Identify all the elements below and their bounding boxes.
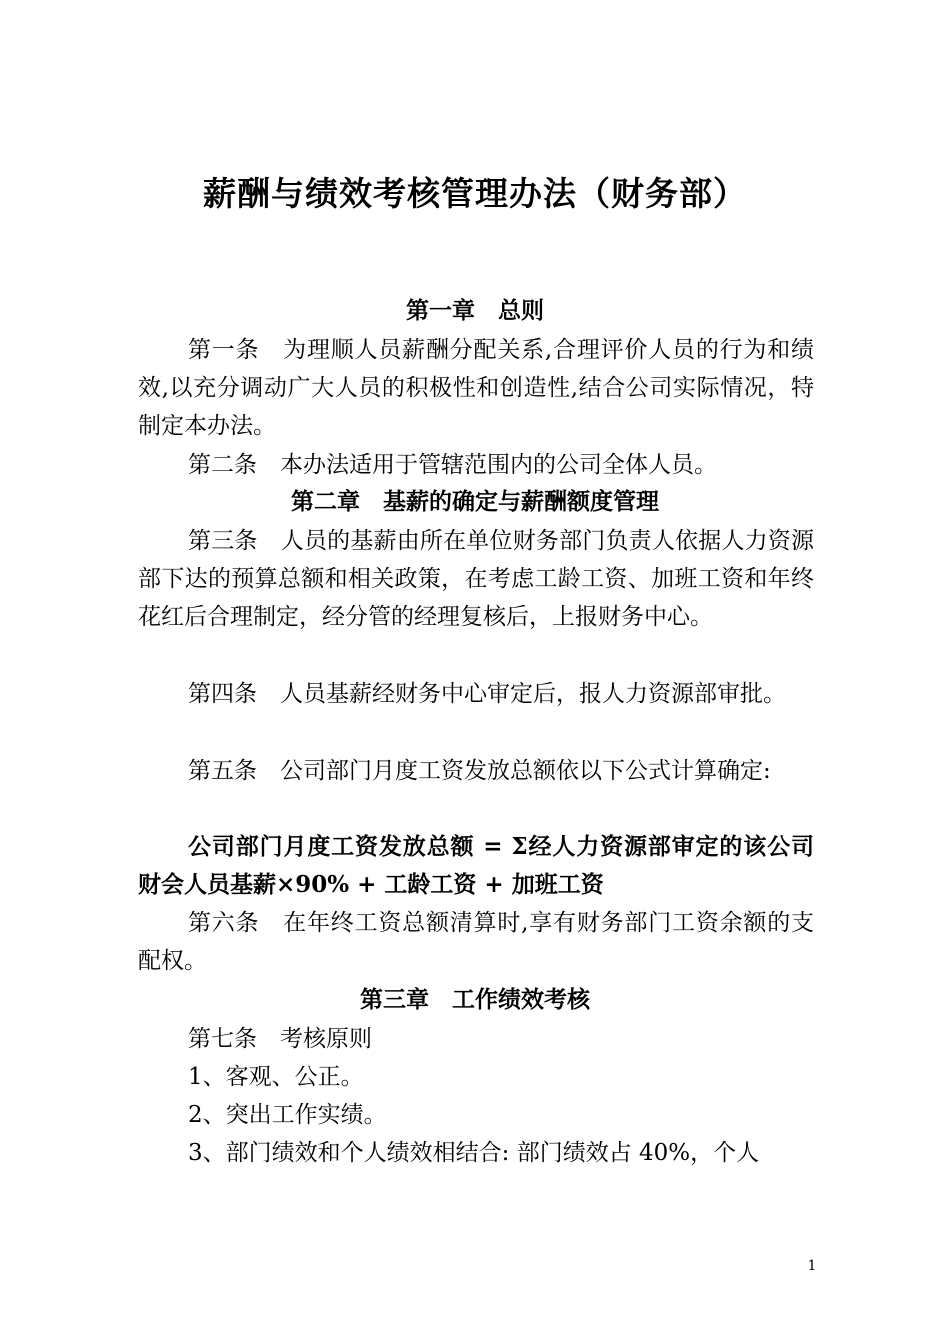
chapter-heading-3: 第三章 工作绩效考核 bbox=[360, 986, 590, 1013]
principle-item-3: 3、部门绩效和个人绩效相结合: 部门绩效占 40%，个人 bbox=[188, 1140, 760, 1166]
article-1-paragraph: 第一条 为理顺人员薪酬分配关系,合理评价人员的行为和绩效,以充分调动广大人员的积极性和创造性,结合公司实际情况，特制定本办法。 bbox=[138, 337, 814, 439]
chapter-heading-2: 第二章 基薪的确定与薪酬额度管理 bbox=[291, 488, 659, 515]
principle-item-1: 1、客观、公正。 bbox=[188, 1064, 364, 1090]
article-7-heading: 第七条 考核原则 bbox=[188, 1026, 372, 1052]
article-2-paragraph: 第二条 本办法适用于管辖范围内的公司全体人员。 bbox=[188, 452, 717, 478]
principle-item-2: 2、突出工作实绩。 bbox=[188, 1102, 387, 1128]
article-3-paragraph: 第三条 人员的基薪由所在单位财务部门负责人依据人力资源部下达的预算总额和相关政策，在考虑工龄工资、加班工资和年终花红后合理制定，经分管的经理复核后，上报财务中心。 bbox=[138, 528, 814, 630]
document-title: 薪酬与绩效考核管理办法（财务部） bbox=[203, 174, 747, 213]
page-number: 1 bbox=[807, 1258, 817, 1274]
article-6-paragraph: 第六条 在年终工资总额清算时,享有财务部门工资余额的支配权。 bbox=[138, 910, 814, 974]
salary-formula: 公司部门月度工资发放总额 = Σ经人力资源部审定的该公司财会人员基薪×90% + 工龄工资 + 加班工资 bbox=[138, 833, 814, 898]
article-5-paragraph: 第五条 公司部门月度工资发放总额依以下公式计算确定: bbox=[188, 758, 771, 784]
chapter-heading-1: 第一章 总则 bbox=[406, 297, 544, 324]
article-4-paragraph: 第四条 人员基薪经财务中心审定后，报人力资源部审批。 bbox=[188, 681, 786, 707]
